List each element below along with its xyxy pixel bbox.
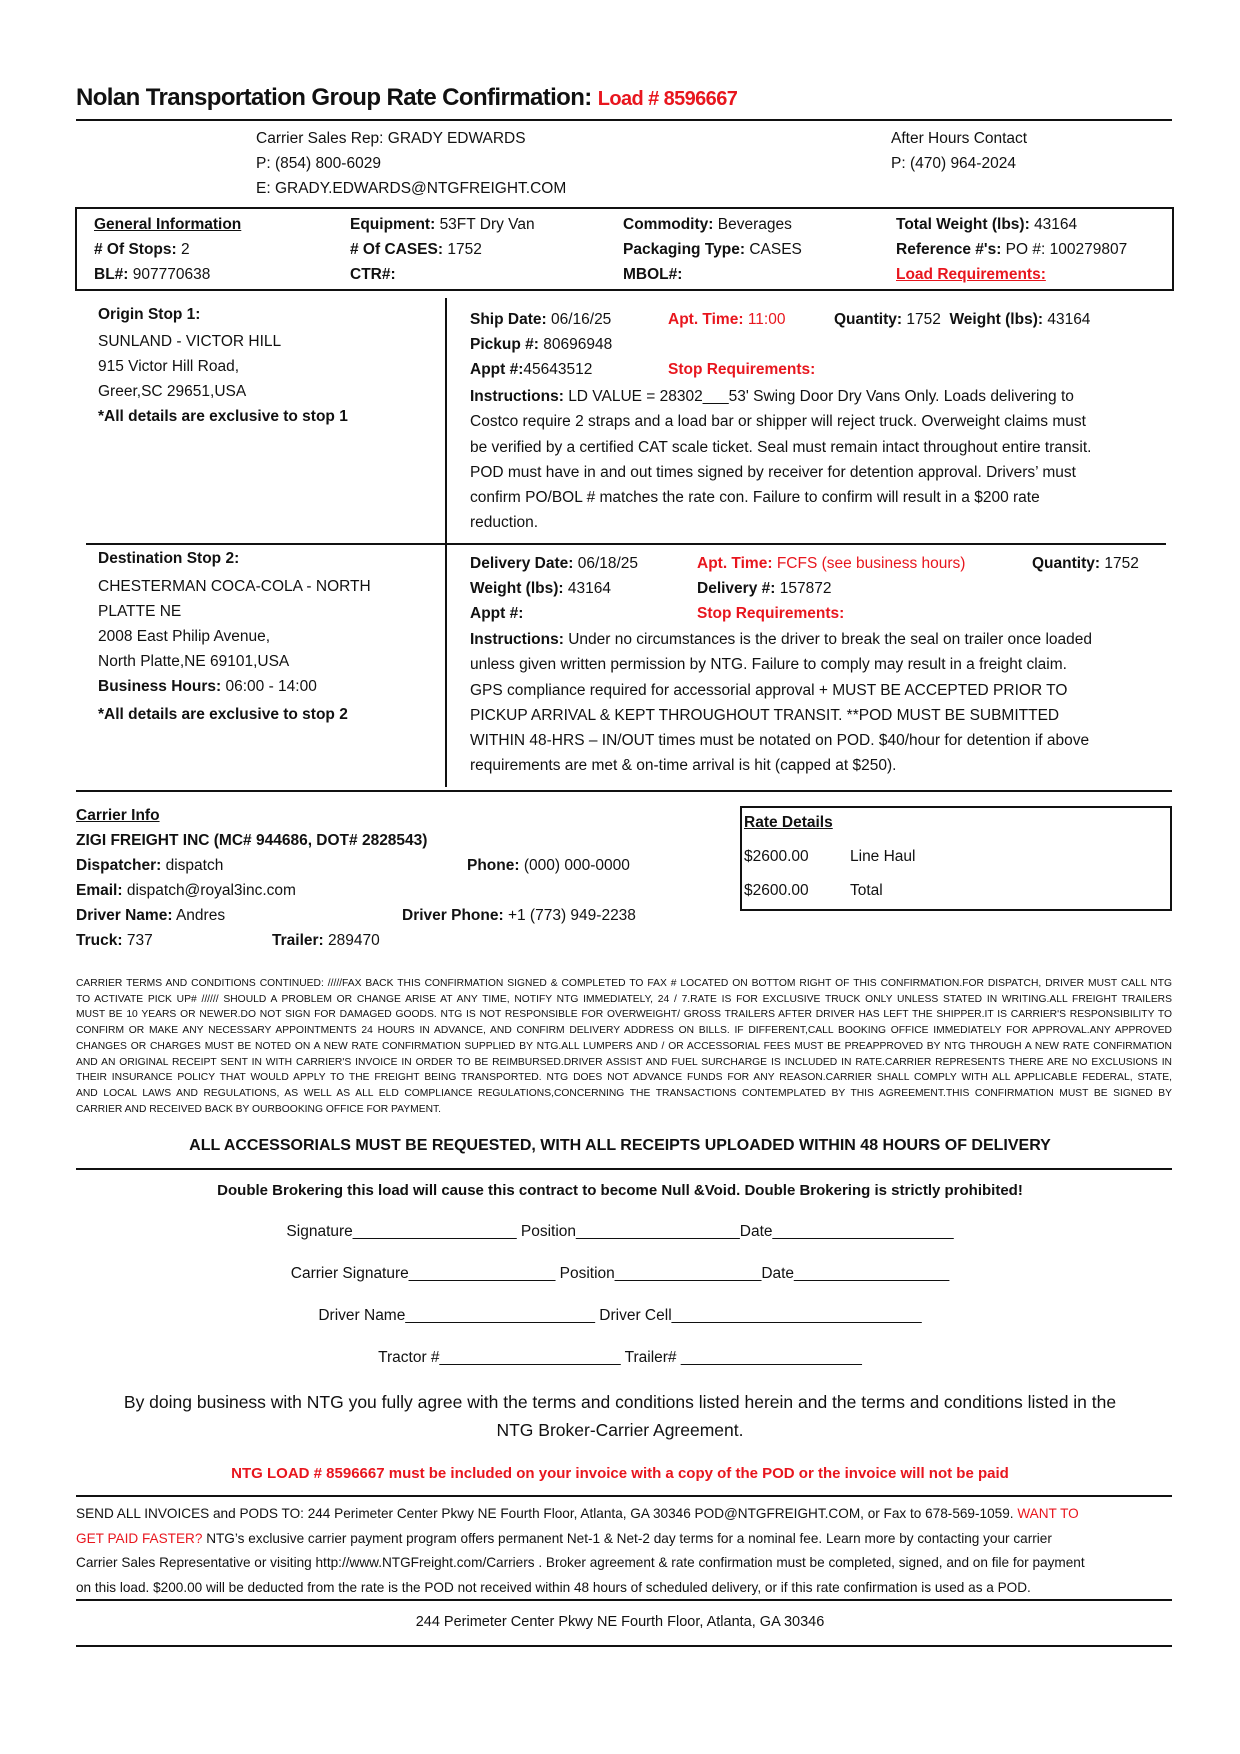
rate-heading: Rate Details	[744, 814, 833, 831]
carrier-email-value: dispatch@royal3inc.com	[126, 882, 296, 899]
after-hours-label: After Hours Contact	[891, 130, 1028, 147]
dispatcher	[76, 857, 223, 875]
instruction-line: PICKUP ARRIVAL & KEPT THROUGHOUT TRANSIT. **POD MUST BE SUBMITTED	[470, 706, 1060, 724]
carrier-phone-label: Phone:	[467, 857, 520, 874]
terms-line: CARRIER AND RECEIVED BACK BY OURBOOKING OFFICE FOR PAYMENT.	[76, 1103, 442, 1115]
terms-line: MUST BE 10 YEARS OR NEWER.DO NOT SIGN FOR DAMAGED GOODS. NTG IS NOT RESPONSIBLE FOR OVERWEIGHT/ GROSS TRAILERS AFTER DRIVER HAS LEFT THE SHIPPER.IT IS CARRIER'S RESPONSIBILITY TO	[76, 1009, 1172, 1021]
destination-apt-time	[697, 555, 965, 573]
carrier-phone-value: (000) 000-0000	[523, 857, 630, 874]
terms-line: CHANGES OR CHARGES MUST BE NOTED ON A NEW RATE CONFIRMATION SUPPLIED BY NTG.ALL LUMPERS AND / OR ACCESSORIAL FEES MUST BE PREAPPROVED BY NTG THROUGH A NEW RATE CONFIRMATION	[76, 1040, 1172, 1052]
packaging-type	[623, 241, 802, 259]
ctr-label: CTR#:	[350, 266, 396, 283]
load-requirements: Load Requirements:	[896, 266, 1046, 283]
cases-value: 1752	[447, 241, 482, 258]
origin-instr-label: Instructions:	[470, 388, 564, 405]
destination-quantity	[1032, 555, 1139, 573]
destination-instr-text: Under no circumstances is the driver to break the seal on trailer once loaded	[568, 631, 1093, 648]
origin-apt-label: Apt. Time:	[668, 311, 744, 328]
get-paid-faster-text: GET PAID FASTER?	[76, 1530, 203, 1546]
instruction-line: requirements are met & on-time arrival is hit (capped at $250).	[470, 757, 897, 775]
driver-name	[76, 907, 225, 925]
origin-appt-label: Appt #:	[470, 361, 524, 378]
instruction-line	[470, 384, 1091, 409]
stop-separator	[86, 543, 1166, 545]
instruction-line: GPS compliance required for accessorial approval + MUST BE ACCEPTED PRIOR TO	[470, 681, 1068, 699]
payment-program-text: NTG’s exclusive carrier payment program offers permanent Net-1 & Net-2 day terms for a nominal fee. Learn more by contacting your carrier	[206, 1530, 1052, 1546]
destination-name-1: CHESTERMAN COCA-COLA - NORTH	[98, 578, 371, 595]
send-invoices-text: SEND ALL INVOICES and PODS TO: 244 Perimeter Center Pkwy NE Fourth Floor, Atlanta, GA 30346 POD@NTGFREIGHT.COM, or Fax to 678-569-1059.	[76, 1506, 1014, 1521]
footer-address: 244 Perimeter Center Pkwy NE Fourth Floor, Atlanta, GA 30346	[415, 1614, 825, 1630]
mbol-label: MBOL#:	[623, 266, 683, 283]
instruction-line: unless given written permission by NTG. Failure to comply may result in a freight claim.	[470, 656, 1067, 674]
destination-apt-value: FCFS (see business hours)	[776, 555, 966, 572]
footer-line	[76, 1527, 1085, 1552]
destination-divider	[445, 544, 447, 787]
carrier-email	[76, 882, 296, 900]
destination-instr-label: Instructions:	[470, 631, 564, 648]
origin-qty-value: 1752	[906, 311, 941, 328]
commodity	[623, 216, 792, 234]
destination-name-2: PLATTE NE	[98, 603, 182, 620]
delivery-number-label: Delivery #:	[697, 580, 776, 597]
delivery-date-label: Delivery Date:	[470, 555, 574, 572]
truck-label: Truck:	[76, 932, 123, 949]
rate-amount: $2600.00	[744, 848, 809, 865]
destination-heading: Destination Stop 2:	[98, 550, 240, 567]
terms-line: CONFIRM OR MAKE ANY NECESSARY APPOINTMENTS 24 HOURS IN ADVANCE, AND CONFIRM DELIVERY ADDRESS ON BILLS. IF DIFFERENT,CALL BOOKING OFFICE IMMEDIATELY FOR APPROVAL.ANY APPROVED	[76, 1025, 1172, 1037]
destination-weight	[470, 580, 611, 598]
origin-note: *All details are exclusive to stop 1	[98, 408, 348, 425]
double-brokering-notice: Double Brokering this load will cause this contract to become Null &Void. Double Brokering is strictly prohibited!	[217, 1182, 1023, 1199]
destination-weight-value: 43164	[567, 580, 611, 597]
footer-line	[76, 1502, 1085, 1527]
origin-address-1: 915 Victor Hill Road,	[98, 358, 240, 375]
address-bottom-rule	[76, 1645, 1172, 1647]
stops-label: # Of Stops:	[94, 241, 177, 258]
destination-qty-label: Quantity:	[1032, 555, 1101, 572]
invoice-notice: NTG LOAD # 8596667 must be included on your invoice with a copy of the POD or the invoice will not be paid	[231, 1465, 1009, 1482]
destination-weight-label: Weight (lbs):	[470, 580, 564, 597]
destination-apt-label: Apt. Time:	[697, 555, 773, 572]
commodity-label: Commodity:	[623, 216, 714, 233]
hours-label: Business Hours:	[98, 678, 222, 695]
truck	[76, 932, 153, 950]
dispatcher-value: dispatch	[165, 857, 224, 874]
trailer	[272, 932, 380, 950]
bl-label: BL#:	[94, 266, 129, 283]
instruction-line: be verified by a certified CAT scale ticket. Seal must remain intact throughout entire transit.	[470, 438, 1092, 456]
rate-label: Line Haul	[850, 848, 916, 865]
carrier-signature-line: Carrier Signature_________________ Position_________________Date__________________	[290, 1265, 950, 1282]
agreement-line-2: NTG Broker-Carrier Agreement.	[496, 1420, 744, 1440]
stops-count	[94, 241, 190, 259]
driver-line: Driver Name______________________ Driver Cell_____________________________	[318, 1307, 922, 1324]
equipment-value: 53FT Dry Van	[439, 216, 535, 233]
delivery-date-value: 06/18/25	[577, 555, 639, 572]
reference-label: Reference #'s:	[896, 241, 1002, 258]
terms-line: AND LOCAL LAWS AND REGULATIONS, AS WELL AS ALL ELD COMPLIANCE REGULATIONS,CONCERNING THE TRANSACTIONS CONTEMPLATED BY THIS AGREEMENT.THIS CONFIRMATION MUST BE SIGNED BY	[76, 1087, 1172, 1099]
instruction-line	[470, 627, 1092, 652]
carrier-email-label: Email:	[76, 882, 123, 899]
packaging-value: CASES	[749, 241, 802, 258]
dispatcher-label: Dispatcher:	[76, 857, 162, 874]
destination-instructions	[470, 627, 1092, 779]
address-top-rule	[76, 1599, 1172, 1601]
terms-line: TO ACTIVATE PICK UP# ////// SHOULD A PROBLEM OR CHANGE ARISE AT ANY TIME, NOTIFY NTG IMMEDIATELY, 24 / 7.RATE IS FOR EXCLUSIVE TRUCK ONLY UNLESS STATED IN WRITING.ALL FREIGHT TRAILERS	[76, 993, 1172, 1005]
origin-stop-requirements: Stop Requirements:	[668, 361, 816, 378]
origin-address-2: Greer,SC 29651,USA	[98, 383, 247, 400]
destination-note: *All details are exclusive to stop 2	[98, 706, 348, 723]
origin-quantity	[834, 311, 1090, 329]
destination-address-2: North Platte,NE 69101,USA	[98, 653, 290, 670]
ship-date-value: 06/16/25	[550, 311, 612, 328]
origin-qty-label: Quantity:	[834, 311, 903, 328]
total-weight-label: Total Weight (lbs):	[896, 216, 1030, 233]
footer-line: Carrier Sales Representative or visiting http://www.NTGFreight.com/Carriers . Broker agreement & rate confirmation must be completed, signed, and on file for payment	[76, 1555, 1085, 1570]
delivery-number	[697, 580, 831, 598]
driver-phone-value: +1 (773) 949-2238	[507, 907, 636, 924]
origin-weight-label: Weight (lbs):	[949, 311, 1044, 328]
cases-label: # Of CASES:	[350, 241, 444, 258]
sales-rep-phone: P: (854) 800-6029	[256, 155, 381, 172]
notice-rule	[76, 1168, 1172, 1170]
business-hours	[98, 678, 317, 696]
pickup-value: 80696948	[543, 336, 613, 353]
stops-value: 2	[180, 241, 190, 258]
driver-phone	[402, 907, 636, 925]
origin-apt-value: 11:00	[747, 311, 786, 328]
packaging-label: Packaging Type:	[623, 241, 746, 258]
origin-weight-value: 43164	[1047, 311, 1091, 328]
load-number: Load # 8596667	[597, 88, 738, 110]
commodity-value: Beverages	[717, 216, 792, 233]
origin-instr-text: LD VALUE = 28302___53' Swing Door Dry Vans Only. Loads delivering to	[568, 388, 1074, 405]
page-title	[76, 84, 737, 112]
terms-line: AND AN ORIGINAL RECEIPT SENT IN WITH CARRIER'S INVOICE IN ORDER TO BE REIMBURSED.DRIVER ASSIST AND FUEL SURCHARGE IS INCLUDED IN RATE.CARRIER REPRESENTS THERE ARE NO EXCLUSIONS IN	[76, 1056, 1172, 1068]
equipment	[350, 216, 535, 234]
origin-heading: Origin Stop 1:	[98, 306, 201, 323]
pickup-number	[470, 336, 612, 354]
after-hours-phone: P: (470) 964-2024	[891, 155, 1016, 172]
instruction-line: confirm PO/BOL # matches the rate con. Failure to confirm will result in a $200 rate	[470, 489, 1040, 507]
terms-line: CARRIER TERMS AND CONDITIONS CONTINUED: /////FAX BACK THIS CONFIRMATION SIGNED & COMPLETED TO FAX # LOCATED ON BOTTOM RIGHT OF THIS CONFIRMATION.FOR DISPATCH, DRIVER MUST CALL NTG	[76, 978, 1172, 989]
destination-qty-value: 1752	[1104, 555, 1139, 572]
footer-top-rule	[76, 1495, 1172, 1497]
cases-count	[350, 241, 482, 259]
origin-divider	[445, 298, 447, 543]
instruction-line: reduction.	[470, 514, 539, 532]
general-info-heading: General Information	[94, 216, 242, 233]
title-rule	[76, 119, 1172, 121]
carrier-phone	[467, 857, 630, 875]
driver-name-label: Driver Name:	[76, 907, 173, 924]
origin-apt-time	[668, 311, 785, 329]
driver-phone-label: Driver Phone:	[402, 907, 504, 924]
rate-label: Total	[850, 882, 883, 899]
sales-rep: Carrier Sales Rep: GRADY EDWARDS	[256, 130, 526, 147]
rate-amount: $2600.00	[744, 882, 809, 899]
trailer-label: Trailer:	[272, 932, 324, 949]
driver-name-value: Andres	[175, 907, 226, 924]
ship-date	[470, 311, 611, 329]
footer-line: on this load. $200.00 will be deducted from the rate is the POD not received within 48 hours of scheduled delivery, or if this rate confirmation is used as a POD.	[76, 1579, 1031, 1595]
bl-number	[94, 266, 210, 284]
equipment-label: Equipment:	[350, 216, 436, 233]
delivery-number-value: 157872	[779, 580, 832, 597]
total-weight-value: 43164	[1034, 216, 1078, 233]
tractor-trailer-line: Tractor #_____________________ Trailer# _____________________	[378, 1349, 862, 1366]
truck-value: 737	[126, 932, 153, 949]
instruction-line: WITHIN 48-HRS – IN/OUT times must be notated on POD. $40/hour for detention if above	[470, 732, 1090, 750]
origin-appt-value: 45643512	[523, 361, 593, 378]
carrier-heading: Carrier Info	[76, 807, 160, 824]
destination-address-1: 2008 East Philip Avenue,	[98, 628, 271, 645]
accessorials-notice: ALL ACCESSORIALS MUST BE REQUESTED, WITH ALL RECEIPTS UPLOADED WITHIN 48 HOURS OF DELIVERY	[189, 1137, 1051, 1154]
instruction-line: POD must have in and out times signed by receiver for detention approval. Drivers’ must	[470, 463, 1076, 481]
invoice-instructions	[76, 1502, 1085, 1600]
title-text: Nolan Transportation Group Rate Confirmation:	[76, 84, 592, 111]
signature-line: Signature___________________ Position___________________Date_____________________	[286, 1223, 954, 1240]
trailer-value: 289470	[328, 932, 380, 949]
instruction-line: Costco require 2 straps and a load bar or shipper will reject truck. Overweight claims must	[470, 413, 1086, 431]
bl-value: 907770638	[132, 266, 211, 283]
reference-numbers	[896, 241, 1127, 259]
sales-rep-email: E: GRADY.EDWARDS@NTGFREIGHT.COM	[256, 180, 567, 197]
stops-bottom-rule	[76, 790, 1172, 792]
reference-value: PO #: 100279807	[1005, 241, 1128, 258]
terms-line: THEIR INSURANCE POLICY THAT WOULD APPLY TO THE FREIGHT BEING TRANSPORTED. NTG DOES NOT ADVANCE FUNDS FOR ANY REASON.CARRIER SHALL COMPLY WITH ALL APPLICABLE FEDERAL, STATE,	[76, 1072, 1172, 1084]
origin-instructions	[470, 384, 1091, 536]
origin-name: SUNLAND - VICTOR HILL	[98, 333, 282, 350]
delivery-date	[470, 555, 638, 573]
terms-and-conditions	[76, 976, 1172, 1117]
destination-appt-label: Appt #:	[470, 605, 524, 622]
carrier-name: ZIGI FREIGHT INC (MC# 944686, DOT# 2828543)	[76, 832, 428, 849]
hours-value: 06:00 - 14:00	[225, 678, 317, 695]
destination-stop-requirements: Stop Requirements:	[697, 605, 845, 622]
get-paid-faster-text: WANT TO	[1017, 1506, 1079, 1521]
agreement-line-1: By doing business with NTG you fully agree with the terms and conditions listed herein and the terms and conditions listed in the	[123, 1392, 1117, 1412]
ship-date-label: Ship Date:	[470, 311, 547, 328]
pickup-label: Pickup #:	[470, 336, 539, 353]
origin-appt	[470, 361, 592, 379]
total-weight	[896, 216, 1077, 234]
